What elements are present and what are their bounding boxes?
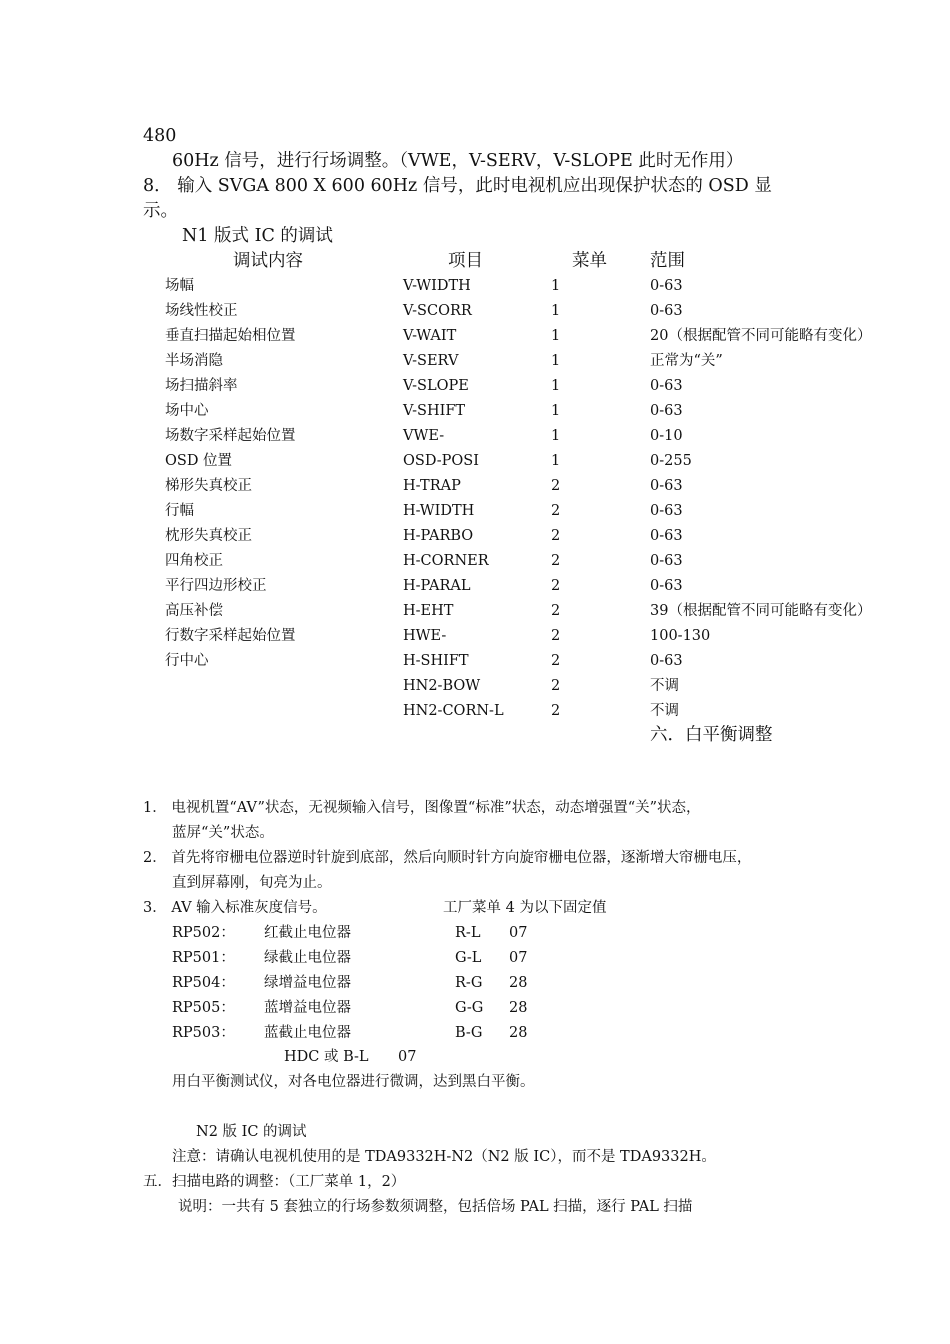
cell-item: H-PARAL (403, 578, 471, 594)
cell-content: 垂直扫描起始相位置 (165, 328, 296, 344)
cell-menu: 1 (551, 353, 561, 369)
cell-item: V-WAIT (403, 328, 457, 344)
cell-menu: 1 (551, 278, 561, 294)
cell-menu: 2 (551, 553, 561, 569)
cell-item: V-SHIFT (403, 403, 466, 419)
cell-item: HN2-BOW (403, 678, 481, 694)
header-menu: 菜单 (572, 251, 607, 271)
pot-id: RP504： (172, 975, 235, 991)
cell-content: 场幅 (165, 278, 194, 294)
cell-item: V-SCORR (403, 303, 472, 319)
hdc-label: HDC 或 B-L (284, 1049, 369, 1065)
cell-content: 场中心 (165, 403, 209, 419)
cell-menu: 1 (551, 303, 561, 319)
cell-menu: 2 (551, 528, 561, 544)
cell-menu: 2 (551, 653, 561, 669)
cell-content: 行数字采样起始位置 (165, 628, 296, 644)
section-5-title: 五．扫描电路的调整：（工厂菜单 1，2） (143, 1174, 406, 1190)
cell-item: HN2-CORN-L (403, 703, 504, 719)
cell-range: 不调 (650, 678, 679, 694)
cell-menu: 2 (551, 603, 561, 619)
cell-menu: 1 (551, 378, 561, 394)
cell-content: 行幅 (165, 503, 194, 519)
pot-name: 红截止电位器 (264, 925, 351, 941)
pot-value: 28 (509, 1025, 528, 1041)
cell-item: H-EHT (403, 603, 454, 619)
pot-value: 28 (509, 975, 528, 991)
cell-menu: 1 (551, 453, 561, 469)
text-480: 480 (143, 126, 177, 146)
pot-id: RP505： (172, 1000, 235, 1016)
pot-value: 28 (509, 1000, 528, 1016)
cell-item: V-SLOPE (403, 378, 469, 394)
cell-content: 行中心 (165, 653, 209, 669)
pot-id: RP502： (172, 925, 235, 941)
pot-param: R-L (455, 925, 481, 941)
cell-range: 0-63 (650, 378, 683, 394)
cell-content: 场数字采样起始位置 (165, 428, 296, 444)
step-8-text: 8． 输入 SVGA 800 X 600 60Hz 信号，此时电视机应出现保护状态的 OSD 显 (143, 176, 772, 196)
cell-menu: 2 (551, 578, 561, 594)
cell-item: H-SHIFT (403, 653, 469, 669)
cell-menu: 1 (551, 403, 561, 419)
hdc-value: 07 (398, 1049, 417, 1065)
cell-menu: 2 (551, 478, 561, 494)
step-2-cont: 直到屏幕刚，旬亮为止。 (172, 875, 332, 891)
pot-id: RP501： (172, 950, 235, 966)
cell-content: 半场消隐 (165, 353, 223, 369)
cell-range: 100-130 (650, 628, 711, 644)
header-item: 项目 (448, 251, 483, 271)
cell-range: 0-63 (650, 578, 683, 594)
cell-item: OSD-POSI (403, 453, 479, 469)
cell-range: 0-255 (650, 453, 692, 469)
step-1-text: 1． 电视机置“AV”状态，无视频输入信号，图像置“标准”状态，动态增强置“关”状态， (143, 800, 701, 816)
n2-note: 注意：请确认电视机使用的是 TDA9332H-N2（N2 版 IC），而不是 TDA9332H。 (172, 1149, 716, 1165)
cell-item: V-SERV (403, 353, 459, 369)
cell-menu: 2 (551, 678, 561, 694)
cell-content: 四角校正 (165, 553, 223, 569)
pot-name: 蓝截止电位器 (264, 1025, 351, 1041)
cell-item: HWE- (403, 628, 447, 644)
step-1-cont: 蓝屏“关”状态。 (172, 825, 274, 841)
cell-range: 39（根据配管不同可能略有变化） (650, 603, 872, 619)
fine-tune-text: 用白平衡测试仪，对各电位器进行微调，达到黑白平衡。 (172, 1074, 535, 1090)
cell-range: 正常为“关” (650, 353, 723, 369)
cell-item: H-CORNER (403, 553, 489, 569)
factory-menu-note: 工厂菜单 4 为以下固定值 (443, 900, 607, 916)
cell-item: H-WIDTH (403, 503, 475, 519)
n1-section-title: N1 版式 IC 的调试 (182, 226, 333, 246)
step-3-text: 3． AV 输入标准灰度信号。 (143, 900, 327, 916)
header-range: 范围 (650, 251, 685, 271)
pot-value: 07 (509, 950, 528, 966)
cell-range: 0-63 (650, 278, 683, 294)
n2-section-title: N2 版 IC 的调试 (196, 1124, 307, 1140)
cell-content: OSD 位置 (165, 453, 233, 469)
cell-content: 梯形失真校正 (165, 478, 252, 494)
step-8-cont: 示。 (143, 201, 178, 221)
section-5-desc: 说明：一共有 5 套独立的行场参数须调整，包括倍场 PAL 扫描，逐行 PAL 扫描 (178, 1199, 693, 1215)
pot-name: 绿增益电位器 (264, 975, 351, 991)
section-6-title: 六．白平衡调整 (650, 725, 773, 745)
cell-content: 场扫描斜率 (165, 378, 238, 394)
cell-menu: 1 (551, 328, 561, 344)
pot-param: G-G (455, 1000, 484, 1016)
cell-menu: 2 (551, 628, 561, 644)
cell-content: 高压补偿 (165, 603, 223, 619)
cell-item: H-TRAP (403, 478, 461, 494)
text-60hz-line: 60Hz 信号，进行行场调整。（VWE，V-SERV，V-SLOPE 此时无作用） (172, 151, 744, 171)
cell-range: 0-63 (650, 478, 683, 494)
pot-param: G-L (455, 950, 482, 966)
cell-menu: 2 (551, 503, 561, 519)
step-2-text: 2． 首先将帘栅电位器逆时针旋到底部，然后向顺时针方向旋帘栅电位器，逐渐增大帘栅电压， (143, 850, 752, 866)
cell-range: 0-63 (650, 503, 683, 519)
cell-content: 平行四边形校正 (165, 578, 267, 594)
cell-range: 0-63 (650, 528, 683, 544)
cell-range: 20（根据配管不同可能略有变化） (650, 328, 872, 344)
cell-range: 0-63 (650, 303, 683, 319)
pot-name: 蓝增益电位器 (264, 1000, 351, 1016)
pot-param: R-G (455, 975, 483, 991)
cell-range: 0-63 (650, 553, 683, 569)
cell-range: 不调 (650, 703, 679, 719)
cell-item: H-PARBO (403, 528, 474, 544)
header-content: 调试内容 (233, 251, 303, 271)
cell-item: V-WIDTH (403, 278, 471, 294)
pot-param: B-G (455, 1025, 483, 1041)
pot-value: 07 (509, 925, 528, 941)
cell-menu: 1 (551, 428, 561, 444)
pot-id: RP503： (172, 1025, 235, 1041)
cell-item: VWE- (403, 428, 445, 444)
cell-content: 场线性校正 (165, 303, 238, 319)
cell-range: 0-63 (650, 403, 683, 419)
cell-menu: 2 (551, 703, 561, 719)
pot-name: 绿截止电位器 (264, 950, 351, 966)
cell-range: 0-63 (650, 653, 683, 669)
cell-range: 0-10 (650, 428, 683, 444)
cell-content: 枕形失真校正 (165, 528, 252, 544)
